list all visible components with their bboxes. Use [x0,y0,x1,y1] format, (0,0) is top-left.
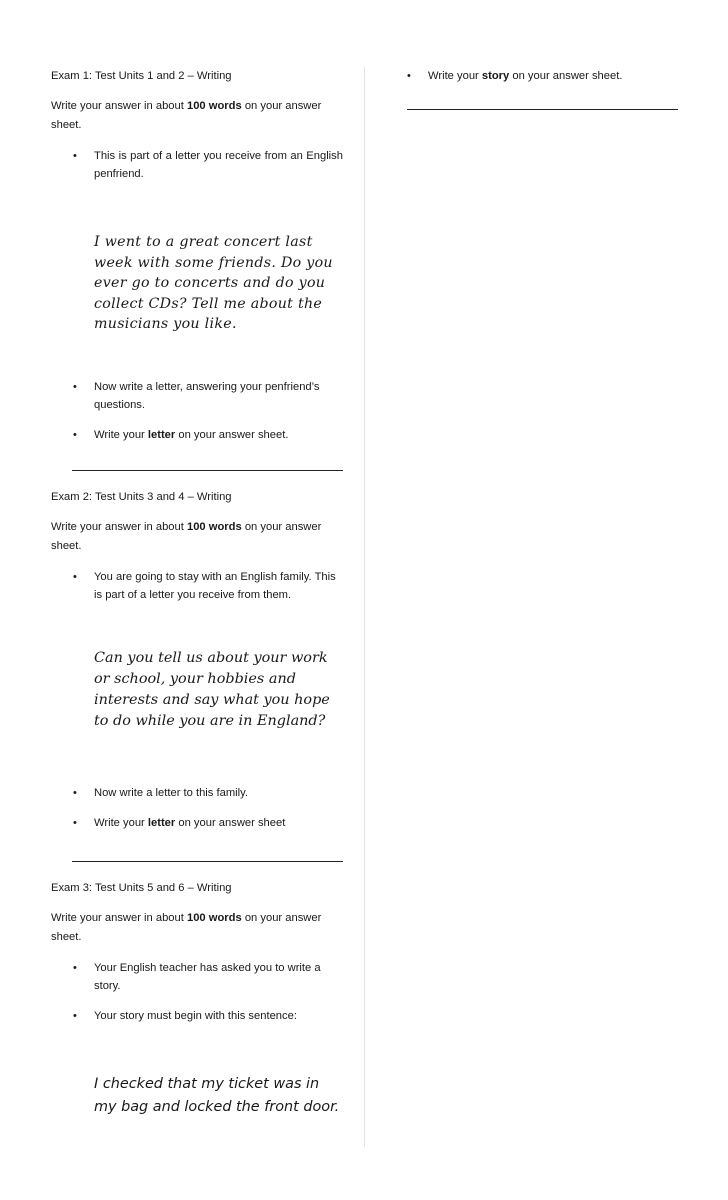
bullet-icon: • [73,570,77,583]
exam-1-bullets-top [51,147,343,183]
bullet-text: Your English teacher has asked you to write a story. [94,961,321,992]
bullet-text: Write your [428,70,482,82]
exam-3-bullets [51,959,343,1025]
section-rule [407,109,678,110]
bullet-text: Now write a letter to this family. [94,786,248,799]
exam-3-quote: I checked that my ticket was in my bag and locked the front door. [94,1075,340,1115]
exam-3-bullets-continued [385,67,678,85]
bullet-icon: • [73,786,77,799]
exam-1-instructions [51,97,343,135]
right-column [407,67,678,110]
instr-text: on your answer sheet. [51,911,322,943]
bullet-icon: • [73,428,77,441]
word-count: 100 words [186,911,242,924]
bullet-icon: • [73,961,77,974]
bullet-text: Write your [94,816,148,829]
word-count: 100 words [186,520,242,533]
list-item [51,426,343,444]
bullet-text: Now write a letter, answering your penfriend’s questions. [94,380,320,411]
bullet-text: on your answer sheet. [175,428,289,441]
instr-text: Write your answer in about [51,100,187,112]
bullet-icon: • [73,380,77,393]
exam-2-quote: Can you tell us about your work or school, your hobbies and interests and say what you hope to do while you are in England? [94,649,330,729]
exam-2-bullets-bottom [51,784,343,832]
exam-3-section [51,879,343,1119]
exam-2-instructions [51,518,343,556]
list-item [51,1007,343,1025]
instr-text: on your answer sheet. [51,520,322,552]
exam-1-quote: I went to a great concert last week with some friends. Do you ever go to concerts and do you collect CDs? Tell me about the musicians you like. [94,234,333,332]
list-item [51,147,343,183]
bullet-text: on your answer sheet [175,816,286,829]
bullet-text-bold: letter [147,816,176,829]
exam-1-heading: Exam 1: Test Units 1 and 2 – Writing [51,70,232,82]
bullet-icon: • [73,816,77,829]
bullet-text: on your answer sheet. [509,70,623,82]
list-item [51,784,343,802]
bullet-icon: • [407,70,411,82]
bullet-icon: • [73,1009,77,1022]
instr-text: Write your answer in about [51,520,187,533]
bullet-text: Your story must begin with this sentence: [94,1009,297,1022]
exam-2-bullets-top [51,568,343,604]
left-column [51,67,343,1119]
list-item [51,959,343,995]
bullet-text-bold: letter [147,428,176,441]
list-item [385,67,678,85]
list-item [51,378,343,414]
word-count: 100 words [186,100,242,112]
bullet-text-bold: story [481,70,510,82]
exam-2-heading: Exam 2: Test Units 3 and 4 – Writing [51,490,232,503]
instr-text: Write your answer in about [51,911,187,924]
list-item [51,568,343,604]
bullet-text: This is part of a letter you receive from an English penfriend. [94,150,343,180]
column-divider [364,67,365,1147]
exam-3-instructions [51,909,343,947]
exam-1-bullets-bottom [51,378,343,444]
bullet-text: You are going to stay with an English family. This is part of a letter you receive from them. [94,570,336,601]
bullet-icon: • [73,150,77,162]
bullet-text: Write your [94,428,148,441]
exam-2-section [51,488,343,862]
exam-3-heading: Exam 3: Test Units 5 and 6 – Writing [51,881,232,894]
instr-text: on your answer sheet. [51,100,322,131]
list-item [51,814,343,832]
exam-1-section [51,67,343,471]
